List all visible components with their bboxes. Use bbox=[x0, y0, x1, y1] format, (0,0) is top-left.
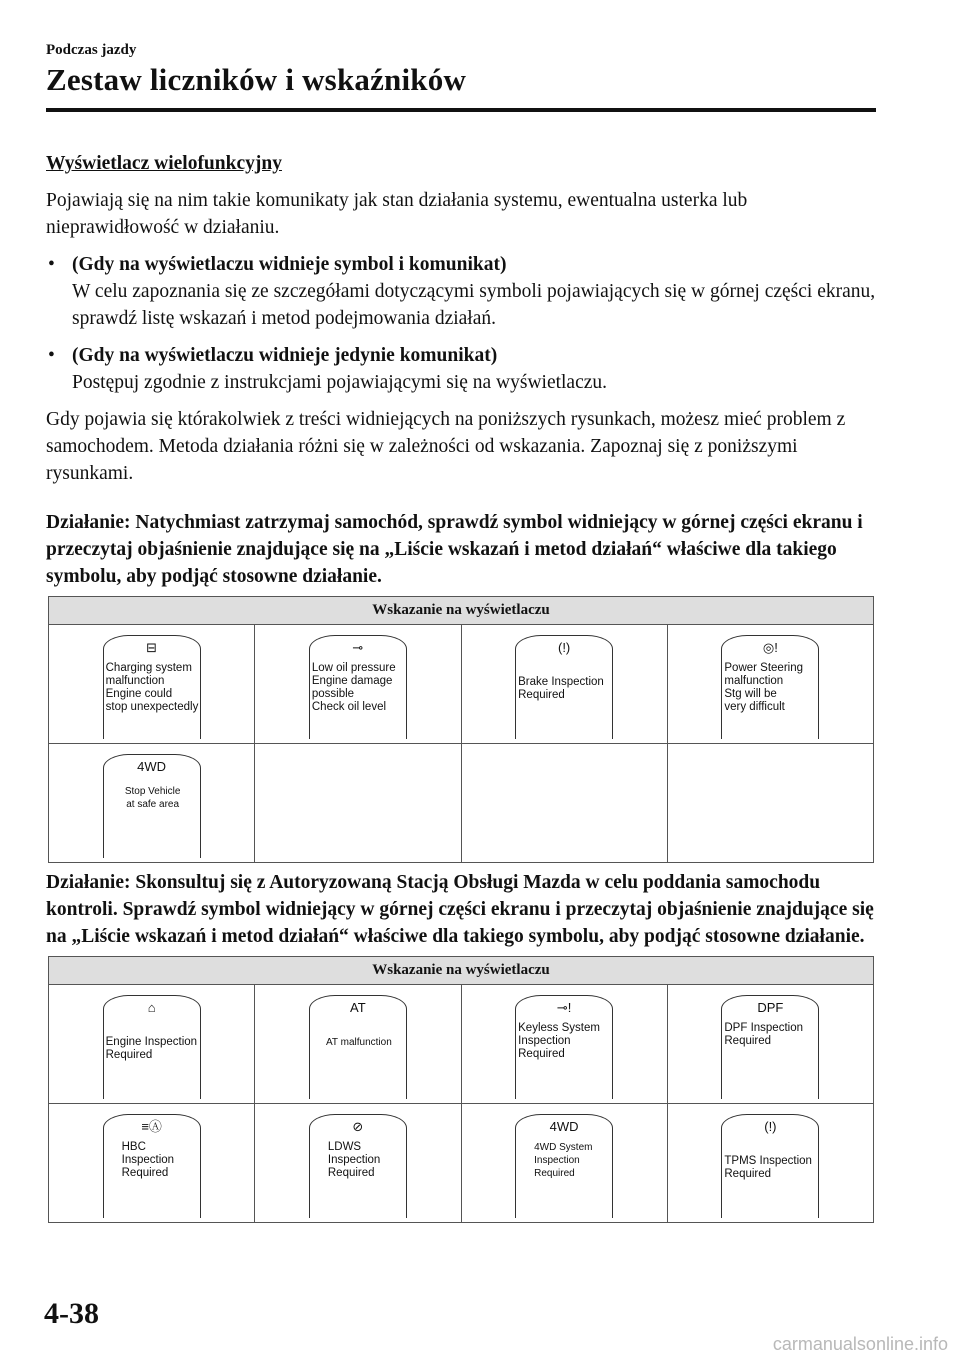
display-cell bbox=[461, 1104, 667, 1223]
main-content bbox=[46, 150, 876, 1223]
display-cell bbox=[667, 985, 873, 1104]
intro-paragraph: Pojawiają się na nim takie komunikaty jak stan działania systemu, ewentualna usterka lub nieprawidłowość w działaniu. bbox=[46, 190, 748, 238]
empty-cell bbox=[667, 744, 873, 863]
tpms-icon: (!) bbox=[764, 1119, 777, 1134]
battery-icon: ⊟ bbox=[146, 640, 158, 655]
table-header: Wskazanie na wyświetlaczu bbox=[49, 957, 874, 985]
display-screen bbox=[515, 1114, 613, 1218]
engine-icon: ⌂ bbox=[147, 1000, 156, 1015]
bullet-item bbox=[46, 251, 876, 332]
display-message: Brake Inspection Required bbox=[518, 676, 604, 701]
4wd-icon: 4WD bbox=[137, 759, 167, 774]
note-paragraph: Gdy pojawia się którakolwiek z treści widniejących na poniższych rysunkach, możesz mieć problem z samochodem. Metoda działania różni się w zależności od wskazania. Zapoznaj się z poniższymi rysunkami. bbox=[46, 409, 846, 484]
display-message: LDWS Inspection Required bbox=[327, 1141, 381, 1179]
display-message: Power Steering malfunction Stg will be very difficult bbox=[724, 662, 803, 713]
keyless-icon: ⊸! bbox=[556, 1000, 572, 1015]
display-message: HBC Inspection Required bbox=[121, 1141, 175, 1179]
display-screen bbox=[103, 635, 201, 739]
display-screen bbox=[103, 754, 201, 858]
oil-can-icon: ⊸ bbox=[352, 640, 364, 655]
brake-warning-icon: (!) bbox=[557, 640, 571, 655]
display-message: Low oil pressure Engine damage possible Check oil level bbox=[311, 662, 396, 713]
display-cell bbox=[667, 1104, 873, 1223]
section-label: Podczas jazdy bbox=[46, 42, 137, 58]
display-message: Charging system malfunction Engine could stop unexpectedly bbox=[105, 662, 199, 713]
display-screen bbox=[721, 995, 819, 1099]
display-screen bbox=[309, 1114, 407, 1218]
display-message: Stop Vehicle at safe area bbox=[124, 786, 181, 810]
watermark: carmanualsonline.info bbox=[772, 1334, 948, 1354]
bullet-title: (Gdy na wyświetlaczu widnieje jedynie komunikat) bbox=[72, 345, 498, 366]
display-cell bbox=[461, 625, 667, 744]
display-cell bbox=[255, 625, 461, 744]
power-steering-icon: ◎! bbox=[762, 640, 778, 655]
hbc-icon: ≡Ⓐ bbox=[141, 1119, 162, 1134]
display-screen bbox=[721, 1114, 819, 1218]
empty-cell bbox=[461, 744, 667, 863]
bullet-title: (Gdy na wyświetlaczu widnieje symbol i komunikat) bbox=[72, 254, 507, 275]
display-cell bbox=[255, 1104, 461, 1223]
action-immediate-stop: Działanie: Natychmiast zatrzymaj samochód, sprawdź symbol widniejący w górnej części ekranu i przeczytaj objaśnienie znajdujące się na „Liście wskazań i metod działań“ właściwe dla takiego symbolu, aby podjąć stosowne działanie. bbox=[46, 512, 863, 587]
subheading: Wyświetlacz wielofunkcyjny bbox=[46, 153, 282, 174]
at-icon: AT bbox=[350, 1000, 366, 1015]
display-message: Engine Inspection Required bbox=[105, 1036, 198, 1061]
display-message: DPF Inspection Required bbox=[724, 1022, 803, 1047]
display-screen bbox=[309, 635, 407, 739]
bullet-dot-icon: • bbox=[48, 254, 55, 275]
table-header: Wskazanie na wyświetlaczu bbox=[49, 597, 874, 625]
display-cell bbox=[49, 625, 255, 744]
bullet-item bbox=[46, 342, 876, 396]
bullet-text: W celu zapoznania się ze szczegółami dotyczącymi symboli pojawiających się w górnej części ekranu, sprawdź listę wskazań i metod podejmowania działań. bbox=[72, 281, 876, 329]
ldws-icon: ⊘ bbox=[352, 1119, 364, 1134]
display-screen bbox=[309, 995, 407, 1099]
bullet-text: Postępuj zgodnie z instrukcjami pojawiającymi się na wyświetlaczu. bbox=[72, 372, 608, 393]
title-divider bbox=[46, 108, 876, 112]
display-screen bbox=[515, 995, 613, 1099]
display-table-urgent bbox=[48, 596, 874, 863]
display-table-inspection bbox=[48, 956, 874, 1223]
display-screen bbox=[515, 635, 613, 739]
empty-cell bbox=[255, 744, 461, 863]
bullet-dot-icon: • bbox=[48, 345, 55, 366]
display-message: 4WD System Inspection Required bbox=[534, 1142, 593, 1179]
display-cell bbox=[255, 985, 461, 1104]
display-cell bbox=[49, 744, 255, 863]
dpf-icon: DPF bbox=[757, 1000, 784, 1015]
page-number: 4-38 bbox=[44, 1297, 99, 1330]
action-consult-dealer: Działanie: Skonsultuj się z Autoryzowaną Stacją Obsługi Mazda w celu poddania samochodu kontroli. Sprawdź symbol widniejący w górnej części ekranu i przeczytaj objaśnienie znajdujące się na „Liście wskazań i metod działań“ właściwe dla takiego symbolu, aby podjąć stosowne działanie. bbox=[46, 872, 874, 947]
display-cell bbox=[49, 1104, 255, 1223]
display-message: AT malfunction bbox=[325, 1037, 392, 1048]
display-cell bbox=[49, 985, 255, 1104]
display-screen bbox=[721, 635, 819, 739]
4wd-icon: 4WD bbox=[549, 1119, 579, 1134]
page-title: Zestaw liczników i wskaźników bbox=[46, 62, 467, 97]
display-message: Keyless System Inspection Required bbox=[518, 1022, 600, 1060]
display-cell bbox=[667, 625, 873, 744]
display-message: TPMS Inspection Required bbox=[724, 1155, 812, 1180]
display-screen bbox=[103, 1114, 201, 1218]
display-cell bbox=[461, 985, 667, 1104]
display-screen bbox=[103, 995, 201, 1099]
